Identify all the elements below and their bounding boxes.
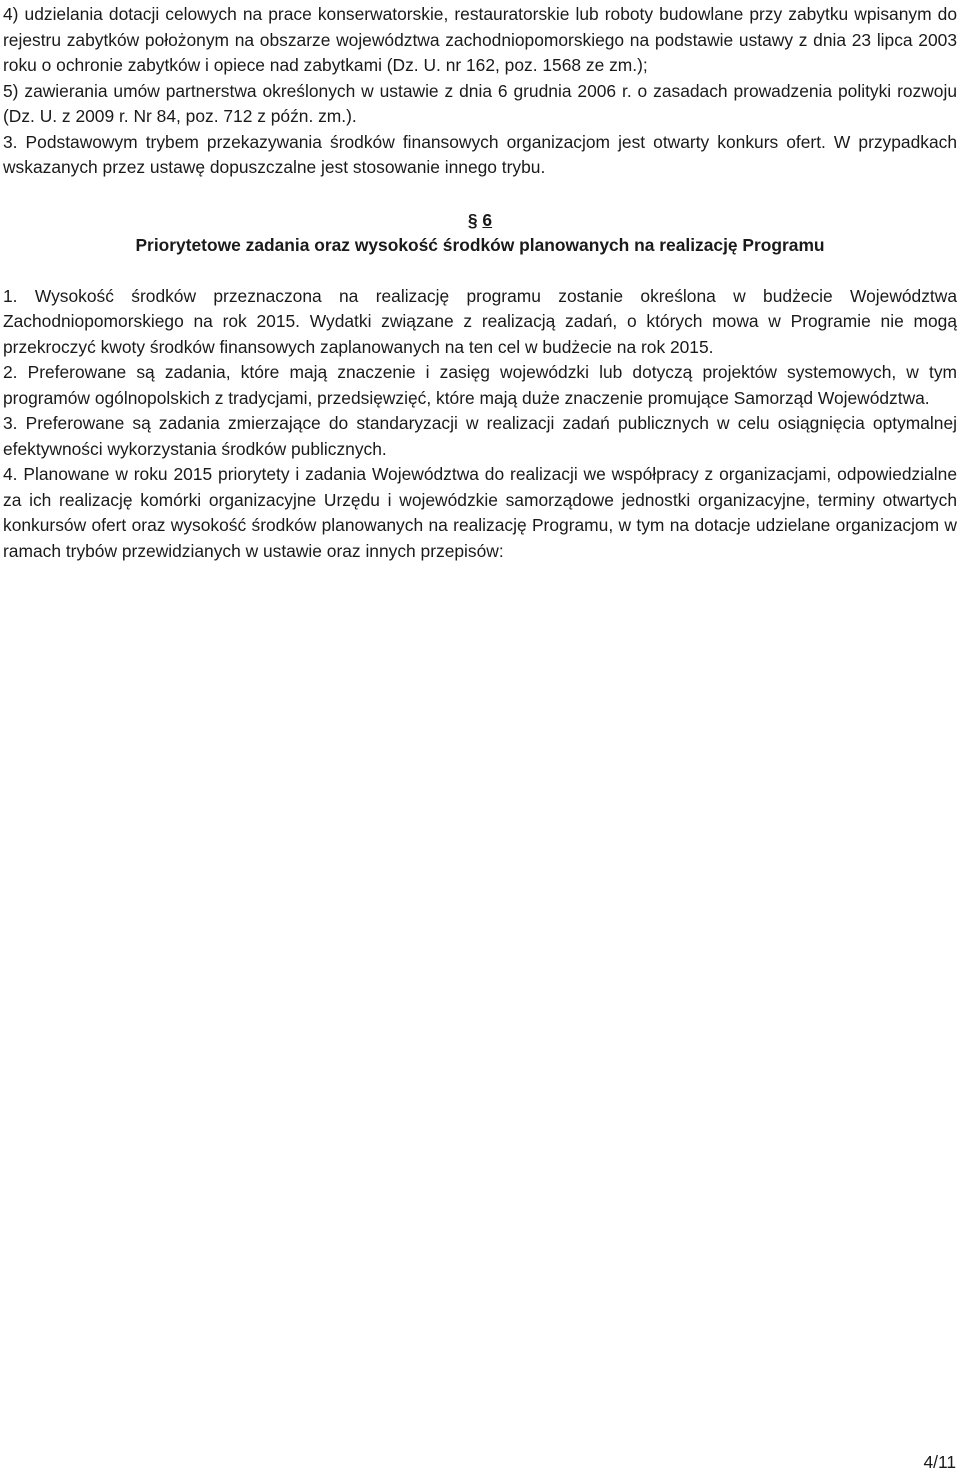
section-paragraph-3: 3. Preferowane są zadania zmierzające do standaryzacji w realizacji zadań publicznych w celu osiągnięcia optymalnej efektywności wykorzystania środków publicznych. [3, 413, 957, 459]
section-title: Priorytetowe zadania oraz wysokość środków planowanych na realizację Programu [135, 235, 825, 255]
section-paragraph-2: 2. Preferowane są zadania, które mają znaczenie i zasięg wojewódzki lub dotyczą projektów systemowych, w tym programów ogólnopolskich z tradycjami, przedsięwzięć, które mają duże znaczenie promujące Samorząd Województwa. [3, 362, 957, 408]
section-number-value: 6 [482, 209, 493, 230]
section-paragraph-4: 4. Planowane w roku 2015 priorytety i zadania Województwa do realizacji we współpracy z organizacjami, odpowiedzialne za ich realizację komórki organizacyjne Urzędu i wojewódzkie samorządowe jednostki organizacyjne, terminy otwartych konkursów ofert oraz wysokość środków planowanych na realizację Programu, w tym na dotacje udzielane organizacjom w ramach trybów przewidzianych w ustawie oraz innych przepisów: [3, 464, 957, 561]
section-sign-symbol: § [467, 209, 478, 230]
document-page [3, 0, 957, 564]
section-paragraph-1: 1. Wysokość środków przeznaczona na realizację programu zostanie określona w budżecie Województwa Zachodniopomorskiego na rok 2015. Wydatki związane z realizacją zadań, o których mowa w Programie nie mogą przekroczyć kwoty środków finansowych zaplanowanych na ten cel w budżecie na rok 2015. [3, 285, 957, 357]
list-item-5: 5) zawierania umów partnerstwa określonych w ustawie z dnia 6 grudnia 2006 r. o zasadach prowadzenia polityki rozwoju (Dz. U. z 2009 r. Nr 84, poz. 712 z późn. zm.). [3, 80, 957, 126]
section-number [468, 208, 492, 234]
list-item-4: 4) udzielania dotacji celowych na prace konserwatorskie, restauratorskie lub roboty budowlane przy zabytku wpisanym do rejestru zabytków położonym na obszarze województwa zachodniopomorskiego na podstawie ustawy z dnia 23 lipca 2003 roku o ochronie zabytków i opiece nad zabytkami (Dz. U. nr 162, poz. 1568 ze zm.); [3, 4, 957, 75]
page-number: 4/11 [923, 1452, 956, 1472]
paragraph-3-tryb: 3. Podstawowym trybem przekazywania środków finansowych organizacjom jest otwarty konkurs ofert. W przypadkach wskazanych przez ustawę dopuszczalne jest stosowanie innego trybu. [3, 131, 957, 177]
section-heading [3, 208, 957, 259]
